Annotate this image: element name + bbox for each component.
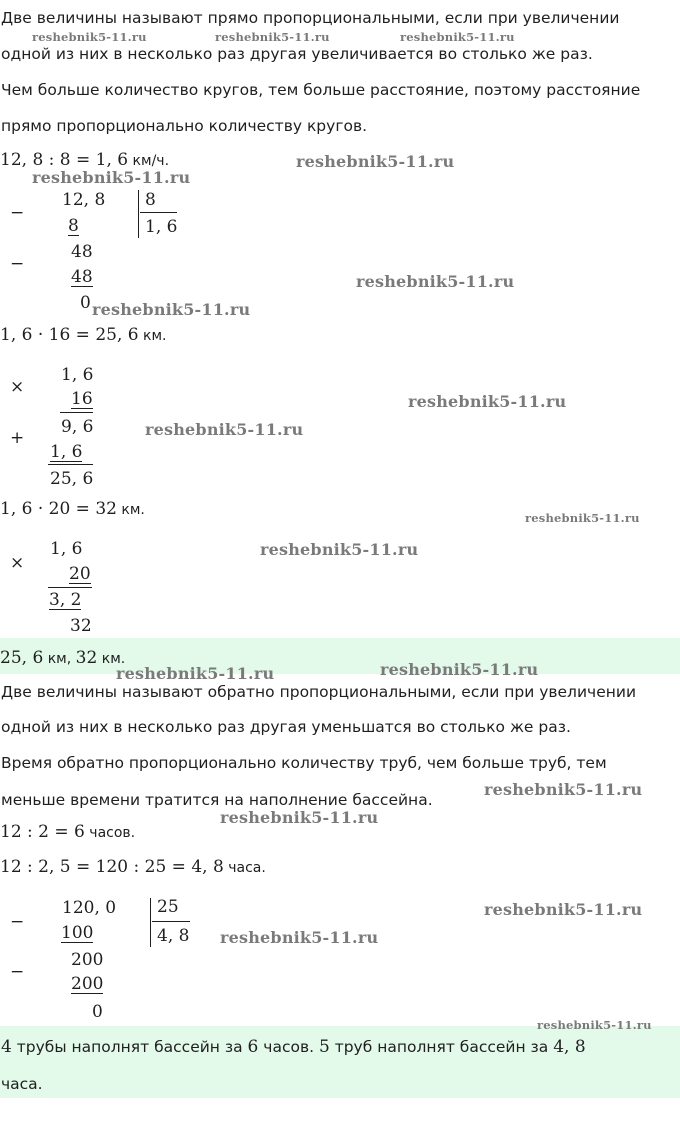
- watermark: reshebnik5-11.ru: [220, 808, 379, 827]
- watermark: reshebnik5-11.ru: [525, 511, 640, 525]
- definition-line-1: Две величины называют прямо пропорциональными, если при увеличении: [1, 9, 620, 27]
- answer-count-2: 5: [318, 1037, 330, 1057]
- divisor: 8: [145, 190, 156, 210]
- equation-unit: км/ч.: [128, 153, 170, 169]
- definition-line-2: одной из них в несколько раз другая уменьшатся во столько же раз.: [1, 718, 571, 736]
- watermark: reshebnik5-11.ru: [145, 420, 304, 439]
- factor-b: 20: [69, 564, 91, 584]
- equation-math: 1, 6 · 16 = 25, 6: [0, 325, 139, 345]
- watermark: reshebnik5-11.ru: [484, 780, 643, 799]
- answer-value-b: 32: [75, 648, 98, 668]
- product-result: 25, 6: [50, 469, 94, 489]
- product-rule: [60, 412, 93, 413]
- minus-sign: −: [10, 203, 25, 223]
- partial-product-1: 3, 2: [49, 590, 82, 610]
- answer-part-1: [0, 648, 125, 668]
- watermark: reshebnik5-11.ru: [32, 168, 191, 187]
- watermark: reshebnik5-11.ru: [400, 30, 515, 44]
- times-sign: ×: [10, 377, 25, 397]
- division-vertical-bar: [150, 898, 151, 947]
- answer-time-2: 4, 8: [553, 1037, 586, 1057]
- equation-unit: км.: [138, 328, 167, 344]
- answer-text-1: трубы наполнят бассейн за: [11, 1038, 248, 1056]
- answer-time-1: 6: [247, 1037, 259, 1057]
- equation-unit: часа.: [223, 860, 266, 876]
- times-sign: ×: [10, 553, 25, 573]
- reasoning-line-1: Чем больше количество кругов, тем больше расстояние, поэтому расстояние: [1, 81, 641, 99]
- watermark: reshebnik5-11.ru: [32, 30, 147, 44]
- answer-part-2-line-1: [1, 1037, 586, 1057]
- subtrahend-2: 200: [71, 974, 104, 994]
- sum-rule: [48, 464, 93, 465]
- remainder-1: 200: [71, 950, 104, 970]
- dividend: 12, 8: [62, 190, 106, 210]
- watermark: reshebnik5-11.ru: [484, 900, 643, 919]
- quotient: 4, 8: [157, 926, 190, 946]
- answer-text-2: часов.: [258, 1038, 319, 1056]
- minus-sign: −: [10, 254, 25, 274]
- watermark: reshebnik5-11.ru: [296, 152, 455, 171]
- equation-two-pipes: [0, 822, 135, 842]
- answer-count-1: 4: [1, 1037, 12, 1057]
- equation-math: 12 : 2, 5 = 120 : 25 = 4, 8: [0, 857, 224, 877]
- remainder-final: 0: [80, 293, 91, 313]
- equation-unit: часов.: [84, 825, 136, 841]
- watermark: reshebnik5-11.ru: [260, 540, 419, 559]
- divisor-underline: [140, 212, 177, 213]
- remainder-1: 48: [71, 242, 93, 262]
- watermark: reshebnik5-11.ru: [92, 300, 251, 319]
- factor-a: 1, 6: [61, 365, 94, 385]
- equation-math: 12 : 2 = 6: [0, 822, 85, 842]
- subtrahend-1: 100: [61, 923, 94, 943]
- watermark: reshebnik5-11.ru: [408, 392, 567, 411]
- reasoning-line-2: меньше времени тратится на наполнение бассейна.: [1, 791, 433, 809]
- watermark: reshebnik5-11.ru: [215, 30, 330, 44]
- equation-pipe-rate: [0, 857, 266, 877]
- equation-distance-20: [0, 499, 145, 519]
- product-rule: [48, 587, 92, 588]
- dividend: 120, 0: [62, 898, 117, 918]
- answer-unit-a: км,: [43, 651, 76, 667]
- watermark: reshebnik5-11.ru: [356, 272, 515, 291]
- watermark: reshebnik5-11.ru: [116, 664, 275, 683]
- product-result: 32: [70, 616, 92, 636]
- remainder-final: 0: [92, 1002, 103, 1022]
- answer-unit-b: км.: [97, 651, 126, 667]
- answer-part-2-line-2: часа.: [1, 1075, 43, 1093]
- equation-speed: [0, 150, 169, 170]
- watermark: reshebnik5-11.ru: [537, 1018, 652, 1032]
- divisor-underline: [152, 921, 190, 922]
- equation-math: 12, 8 : 8 = 1, 6: [0, 150, 129, 170]
- subtrahend-2: 48: [71, 267, 93, 287]
- watermark: reshebnik5-11.ru: [380, 660, 539, 679]
- plus-sign: +: [10, 428, 25, 448]
- minus-sign: −: [10, 962, 25, 982]
- subtrahend-1: 8: [68, 216, 79, 236]
- definition-line-1: Две величины называют обратно пропорциональными, если при увеличении: [1, 683, 637, 701]
- divisor: 25: [157, 897, 179, 917]
- factor-b: 16: [71, 389, 93, 409]
- answer-value-a: 25, 6: [0, 648, 44, 668]
- partial-product-1: 9, 6: [61, 417, 94, 437]
- equation-distance-16: [0, 325, 167, 345]
- equation-math: 1, 6 · 20 = 32: [0, 499, 117, 519]
- definition-line-2: одной из них в несколько раз другая увеличивается во столько же раз.: [1, 45, 593, 63]
- answer-text-3: труб наполнят бассейн за: [329, 1038, 554, 1056]
- factor-a: 1, 6: [50, 539, 83, 559]
- division-vertical-bar: [138, 190, 139, 238]
- minus-sign: −: [10, 912, 25, 932]
- reasoning-line-2: прямо пропорционально количеству кругов.: [1, 117, 368, 135]
- watermark: reshebnik5-11.ru: [220, 928, 379, 947]
- partial-product-2: 1, 6: [50, 442, 83, 462]
- equation-unit: км.: [116, 502, 145, 518]
- quotient: 1, 6: [145, 217, 178, 237]
- reasoning-line-1: Время обратно пропорционально количеству труб, чем больше труб, тем: [1, 754, 607, 772]
